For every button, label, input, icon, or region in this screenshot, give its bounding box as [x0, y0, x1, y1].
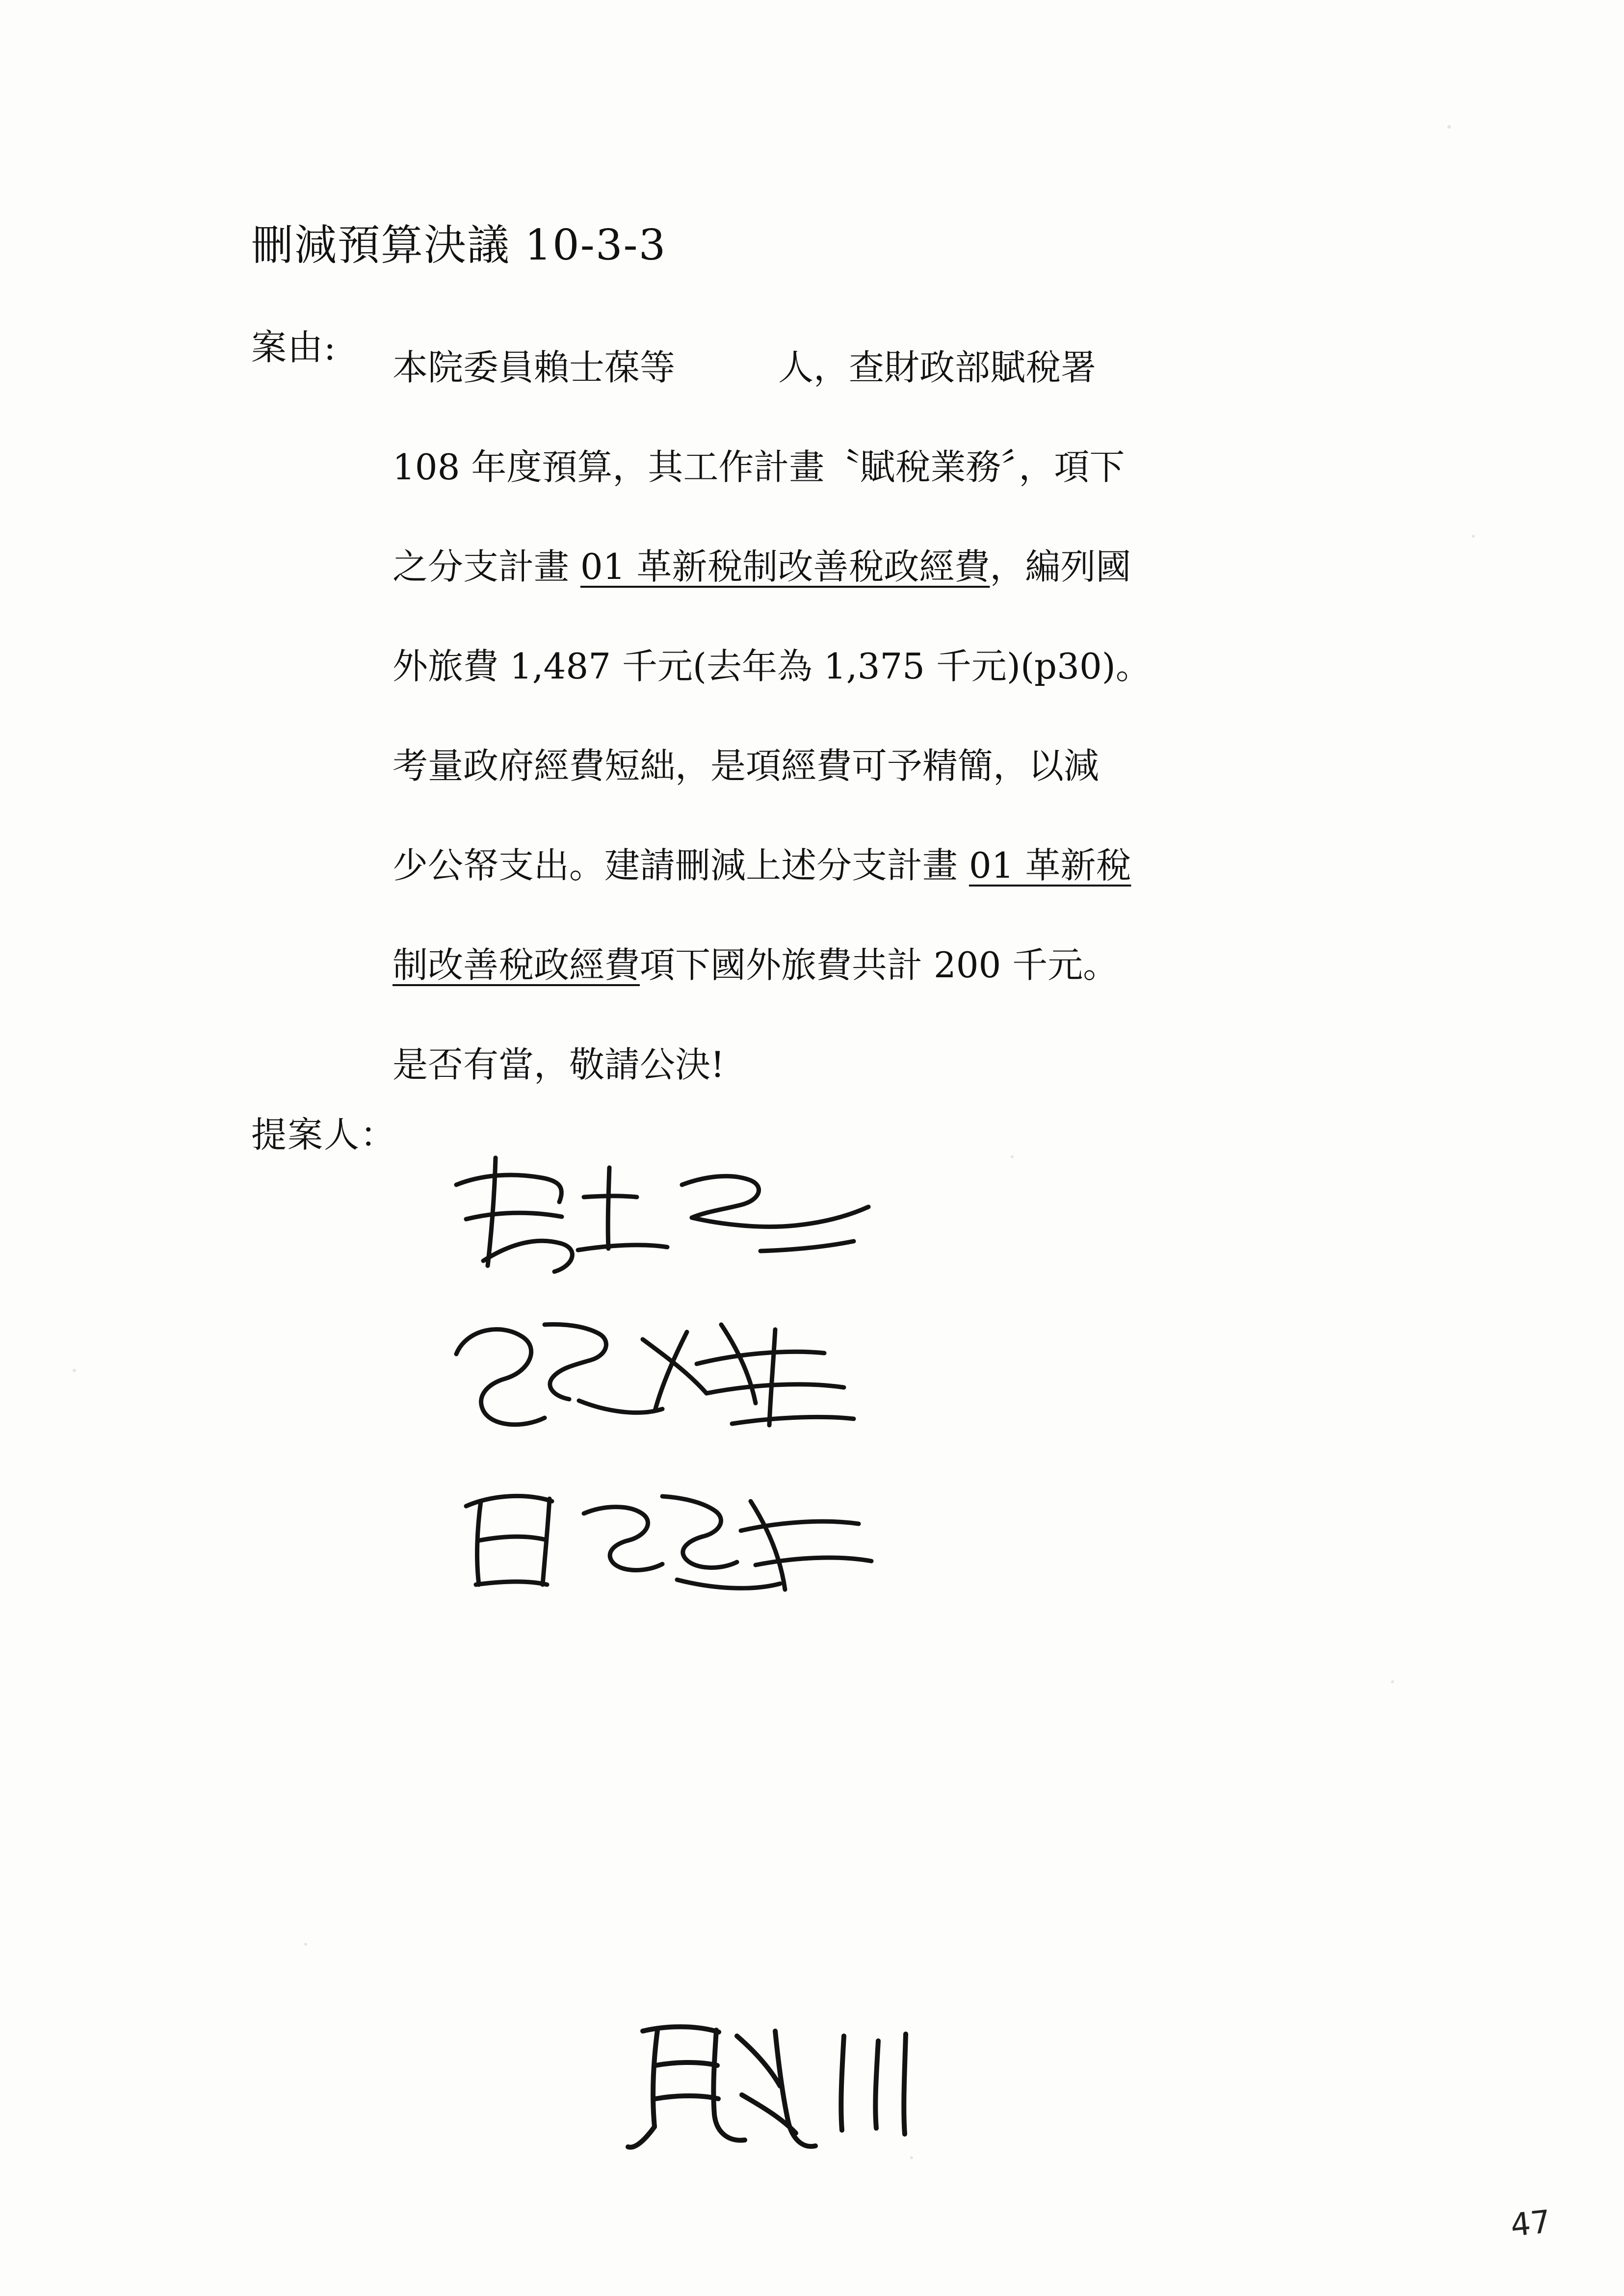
body-line-7	[393, 915, 1388, 1015]
body-text: 考量政府經費短絀，是項經費可予精簡，以減	[393, 745, 1100, 786]
body-text: 是否有當，敬請公決!	[393, 1044, 725, 1085]
body-line-1	[393, 318, 1388, 417]
body-line-6	[393, 816, 1388, 915]
document-title: 刪減預算決議 10-3-3	[251, 221, 667, 270]
body-text: 之分支計畫	[393, 546, 580, 587]
scan-speck	[1472, 535, 1475, 538]
stamp-mark	[613, 2002, 957, 2164]
underlined-text: 制改善稅政經費	[393, 944, 640, 986]
body-text: 本院委員賴士葆等	[393, 347, 676, 388]
proposer-label: 提案人：	[251, 1114, 397, 1155]
folio-number: 47	[1508, 2203, 1552, 2244]
signature-area	[432, 1128, 922, 1678]
body-text: 項下國外旅費共計 200 千元。	[640, 944, 1119, 986]
body-text: ，編列國	[990, 546, 1131, 587]
scan-speck	[1011, 1155, 1014, 1158]
scan-speck	[1447, 125, 1451, 129]
scan-speck	[73, 1369, 76, 1372]
underlined-text: 01 革新稅制改善稅政經費	[580, 546, 990, 587]
body-line-5	[393, 716, 1388, 816]
body-line-2	[393, 417, 1388, 517]
body-line-3	[393, 517, 1388, 617]
scan-speck	[1391, 1680, 1394, 1683]
underlined-text: 01 革新稅	[969, 845, 1131, 886]
signature-2	[432, 1295, 913, 1457]
signature-3	[446, 1467, 927, 1629]
body-line-4	[393, 617, 1388, 716]
body-line-8	[393, 1015, 1388, 1115]
case-body	[393, 318, 1388, 1115]
case-label: 案由:	[251, 327, 337, 368]
body-text: 108 年度預算，其工作計畫〝賦稅業務〞，項下	[393, 446, 1125, 488]
signature-1	[437, 1138, 917, 1300]
scan-speck	[304, 1943, 307, 1946]
body-text: 人，查財政部賦稅署	[778, 347, 1097, 388]
body-text: 外旅費 1,487 千元(去年為 1,375 千元)(p30)。	[393, 646, 1151, 687]
body-text: 少公帑支出。建請刪減上述分支計畫	[393, 845, 969, 886]
